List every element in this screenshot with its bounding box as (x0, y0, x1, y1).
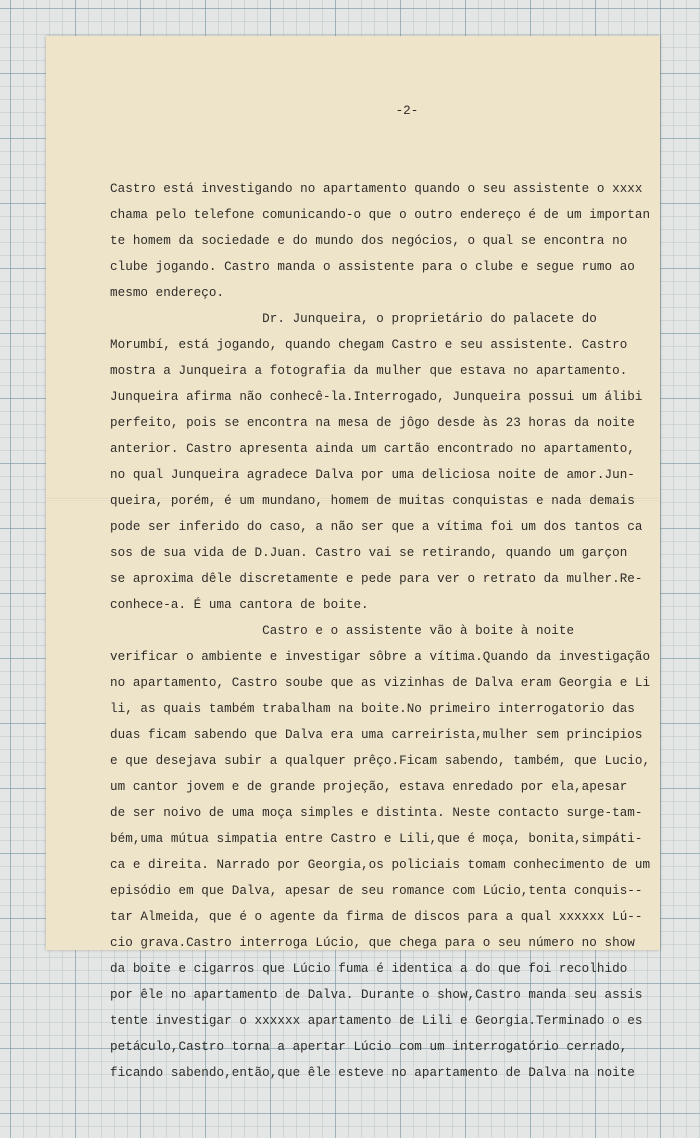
text-line: Dr. Junqueira, o proprietário do palacete do (110, 312, 597, 326)
text-line: Castro e o assistente vão à boite à noite (110, 624, 575, 638)
text-line: Junqueira afirma não conhecê-la.Interrogado, Junqueira possui um álibi (110, 390, 643, 404)
text-line: Morumbí, está jogando, quando chegam Castro e seu assistente. Castro (110, 338, 628, 352)
text-line: petáculo,Castro torna a apertar Lúcio com um interrogatório cerrado, (110, 1040, 628, 1054)
text-line: te homem da sociedade e do mundo dos negócios, o qual se encontra no (110, 234, 628, 248)
text-line: sos de sua vida de D.Juan. Castro vai se retirando, quando um garçon (110, 546, 628, 560)
text-line: ficando sabendo,então,que êle esteve no apartamento de Dalva na noite (110, 1066, 635, 1080)
text-line: um cantor jovem e de grande projeção, estava enredado por ela,apesar (110, 780, 628, 794)
text-line: ca e direita. Narrado por Georgia,os policiais tomam conhecimento de um (110, 858, 651, 872)
text-line: no apartamento, Castro soube que as vizinhas de Dalva eram Georgia e Li (110, 676, 651, 690)
text-line: mostra a Junqueira a fotografia da mulher que estava no apartamento. (110, 364, 628, 378)
text-line: e que desejava subir a qualquer prêço.Ficam sabendo, também, que Lucio, (110, 754, 651, 768)
text-line: chama pelo telefone comunicando-o que o outro endereço é de um importan (110, 208, 651, 222)
text-line: anterior. Castro apresenta ainda um cartão encontrado no apartamento, (110, 442, 635, 456)
typewritten-page (46, 36, 660, 1080)
document-body (110, 46, 658, 1138)
text-line: queira, porém, é um mundano, homem de muitas conquistas e nada demais (110, 494, 635, 508)
page-number: -2- (395, 104, 419, 118)
text-line: pode ser inferido do caso, a não ser que a vítima foi um dos tantos ca (110, 520, 643, 534)
text-line: tente investigar o xxxxxx apartamento de Lili e Georgia.Terminado o es (110, 1014, 643, 1028)
text-line: da boite e cigarros que Lúcio fuma é identica a do que foi recolhido (110, 962, 628, 976)
text-line: duas ficam sabendo que Dalva era uma carreirista,mulher sem principios (110, 728, 643, 742)
text-line: se aproxima dêle discretamente e pede para ver o retrato da mulher.Re- (110, 572, 643, 586)
text-line: cio grava.Castro interroga Lúcio, que chega para o seu número no show (110, 936, 635, 950)
text-line: clube jogando. Castro manda o assistente para o clube e segue rumo ao (110, 260, 635, 274)
text-line: li, as quais também trabalham na boite.No primeiro interrogatorio das (110, 702, 635, 716)
text-line: Castro está investigando no apartamento quando o seu assistente o xxxx (110, 182, 643, 196)
text-line: tar Almeida, que é o agente da firma de discos para a qual xxxxxx Lú-- (110, 910, 643, 924)
text-line: conhece-a. É uma cantora de boite. (110, 598, 369, 612)
text-line: por êle no apartamento de Dalva. Durante o show,Castro manda seu assis (110, 988, 643, 1002)
text-line: bém,uma mútua simpatia entre Castro e Lili,que é moça, bonita,simpáti- (110, 832, 643, 846)
text-line: no qual Junqueira agradece Dalva por uma deliciosa noite de amor.Jun- (110, 468, 635, 482)
text-line: de ser noivo de uma moça simples e distinta. Neste contacto surge-tam- (110, 806, 643, 820)
text-line: mesmo endereço. (110, 286, 225, 300)
typed-lines (110, 176, 658, 1086)
text-line: perfeito, pois se encontra na mesa de jôgo desde às 23 horas da noite (110, 416, 635, 430)
text-line: episódio em que Dalva, apesar de seu romance com Lúcio,tenta conquis-- (110, 884, 643, 898)
text-line: verificar o ambiente e investigar sôbre a vítima.Quando da investigação (110, 650, 651, 664)
